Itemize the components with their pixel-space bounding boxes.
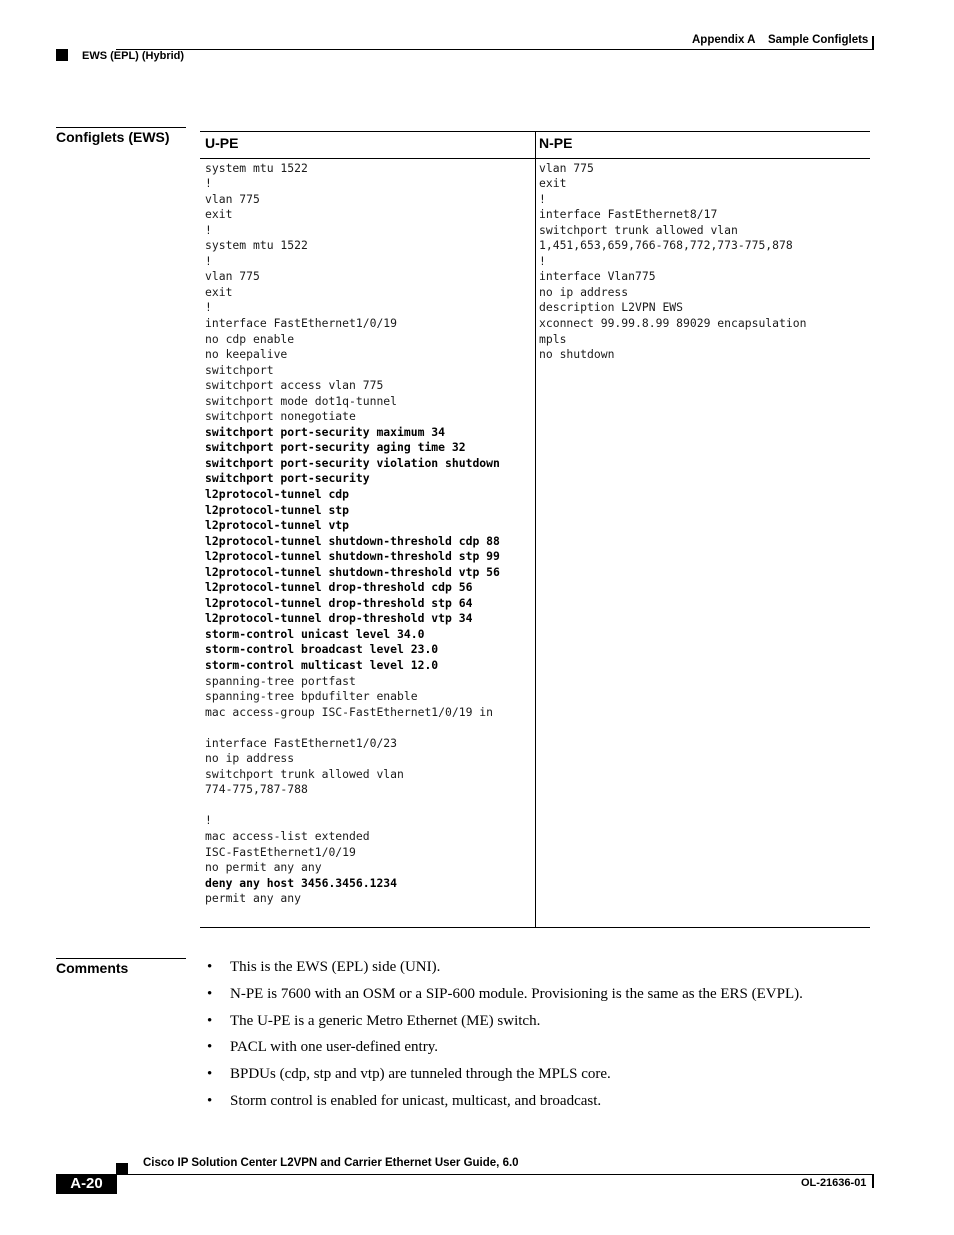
config-line: system mtu 1522 bbox=[205, 238, 308, 253]
comments-heading-rule bbox=[56, 958, 186, 959]
config-line: switchport trunk allowed vlan bbox=[539, 222, 738, 237]
npe-config-code bbox=[539, 161, 806, 363]
comment-text: Storm control is enabled for unicast, multicast, and broadcast. bbox=[230, 1092, 602, 1109]
comment-text: PACL with one user-defined entry. bbox=[230, 1039, 438, 1056]
comment-text: The U-PE is a generic Metro Ethernet (ME) switch. bbox=[230, 1012, 541, 1029]
config-line: no permit any any bbox=[205, 860, 322, 875]
config-line: l2protocol-tunnel drop-threshold vtp 34 bbox=[205, 611, 473, 626]
config-line: vlan 775 bbox=[205, 269, 260, 284]
config-line: l2protocol-tunnel shutdown-threshold stp 99 bbox=[205, 549, 500, 564]
config-line: interface FastEthernet1/0/23 bbox=[205, 735, 398, 750]
config-line: no ip address bbox=[539, 284, 629, 299]
comment-text: BPDUs (cdp, stp and vtp) are tunneled through the MPLS core. bbox=[230, 1066, 611, 1083]
config-line: mac access-list extended bbox=[205, 829, 370, 844]
comment-item bbox=[207, 1065, 803, 1083]
config-line: switchport nonegotiate bbox=[205, 409, 356, 424]
config-line: l2protocol-tunnel stp bbox=[205, 502, 350, 517]
config-line: switchport bbox=[205, 362, 274, 377]
config-table-bottom-rule bbox=[200, 927, 870, 928]
config-line: spanning-tree portfast bbox=[205, 673, 356, 688]
comments-heading: Comments bbox=[56, 960, 129, 976]
config-line: no cdp enable bbox=[205, 331, 295, 346]
bullet-icon: • bbox=[207, 959, 213, 975]
config-line: ! bbox=[205, 813, 212, 828]
bullet-icon: • bbox=[207, 1066, 213, 1083]
bullet-icon: • bbox=[207, 1039, 213, 1056]
config-line: switchport port-security aging time 32 bbox=[205, 440, 466, 455]
config-line: interface Vlan775 bbox=[539, 269, 656, 284]
config-line: mac access-group ISC-FastEthernet1/0/19 in bbox=[205, 704, 494, 719]
npe-column-header: N-PE bbox=[539, 135, 573, 151]
footer-rule bbox=[116, 1174, 874, 1175]
config-line: switchport port-security violation shutdown bbox=[205, 455, 500, 470]
config-line: ! bbox=[205, 222, 212, 237]
upe-config-code bbox=[205, 161, 500, 907]
header-edge-tick bbox=[872, 36, 874, 50]
config-line: switchport port-security bbox=[205, 471, 370, 486]
config-line: deny any host 3456.3456.1234 bbox=[205, 875, 398, 890]
comments-list bbox=[207, 958, 803, 1119]
config-line: switchport port-security maximum 34 bbox=[205, 424, 446, 439]
config-line: storm-control unicast level 34.0 bbox=[205, 626, 425, 641]
configlets-heading-rule bbox=[56, 127, 186, 128]
config-line: 1,451,653,659,766-768,772,773-775,878 bbox=[539, 238, 793, 253]
comment-item bbox=[207, 1038, 803, 1056]
config-line: l2protocol-tunnel vtp bbox=[205, 518, 350, 533]
config-line: switchport access vlan 775 bbox=[205, 378, 384, 393]
config-line: mpls bbox=[539, 331, 567, 346]
bullet-icon: • bbox=[207, 1012, 213, 1029]
config-line: switchport mode dot1q-tunnel bbox=[205, 393, 398, 408]
header-section-title: EWS (EPL) (Hybrid) bbox=[82, 50, 185, 62]
config-line: 774-775,787-788 bbox=[205, 782, 308, 797]
footer-page-number: A-20 bbox=[56, 1174, 117, 1194]
footer-book-title: Cisco IP Solution Center L2VPN and Carrier Ethernet User Guide, 6.0 bbox=[143, 1157, 519, 1169]
section-marker-square bbox=[56, 49, 68, 61]
config-line: exit bbox=[205, 284, 233, 299]
config-line: no keepalive bbox=[205, 347, 288, 362]
config-line: l2protocol-tunnel shutdown-threshold vtp 56 bbox=[205, 564, 500, 579]
config-line: ! bbox=[205, 300, 212, 315]
config-line: ! bbox=[539, 191, 546, 206]
config-line: l2protocol-tunnel cdp bbox=[205, 486, 350, 501]
comment-text: N-PE is 7600 with an OSM or a SIP-600 module. Provisioning is the same as the ERS (EVPL). bbox=[230, 985, 803, 1002]
config-table-column-divider bbox=[535, 131, 536, 927]
config-line: no ip address bbox=[205, 751, 295, 766]
config-line: ! bbox=[539, 253, 546, 268]
config-line: ! bbox=[205, 253, 212, 268]
bullet-icon: • bbox=[207, 985, 213, 1002]
config-line: storm-control multicast level 12.0 bbox=[205, 658, 439, 672]
config-line: spanning-tree bpdufilter enable bbox=[205, 689, 418, 704]
config-line bbox=[205, 798, 500, 814]
comment-item bbox=[207, 1012, 803, 1030]
comment-item bbox=[207, 1092, 803, 1110]
config-line: l2protocol-tunnel drop-threshold cdp 56 bbox=[205, 580, 473, 595]
config-line: l2protocol-tunnel drop-threshold stp 64 bbox=[205, 595, 473, 610]
config-line: no shutdown bbox=[539, 347, 615, 362]
comment-item bbox=[207, 985, 803, 1003]
comment-text: This is the EWS (EPL) side (UNI). bbox=[230, 959, 441, 975]
footer-edge-tick bbox=[872, 1174, 874, 1188]
config-line: description L2VPN EWS bbox=[539, 300, 684, 315]
config-line: exit bbox=[205, 207, 233, 222]
config-line: interface FastEthernet1/0/19 bbox=[205, 315, 398, 330]
config-line: storm-control broadcast level 23.0 bbox=[205, 642, 439, 657]
upe-column-header: U-PE bbox=[205, 135, 239, 151]
config-line bbox=[205, 720, 500, 736]
config-line: xconnect 99.99.8.99 89029 encapsulation bbox=[539, 315, 807, 330]
config-line: system mtu 1522 bbox=[205, 160, 308, 175]
configlets-heading: Configlets (EWS) bbox=[56, 129, 170, 145]
config-line: interface FastEthernet8/17 bbox=[539, 207, 718, 222]
config-line: permit any any bbox=[205, 891, 302, 906]
config-line: ISC-FastEthernet1/0/19 bbox=[205, 844, 356, 859]
config-line: switchport trunk allowed vlan bbox=[205, 766, 404, 781]
config-line: ! bbox=[205, 176, 212, 191]
header-rule bbox=[116, 49, 874, 50]
bullet-icon: • bbox=[207, 1092, 213, 1109]
config-line: l2protocol-tunnel shutdown-threshold cdp 88 bbox=[205, 533, 500, 548]
config-line: vlan 775 bbox=[539, 160, 594, 175]
comment-item bbox=[207, 958, 803, 976]
config-line: vlan 775 bbox=[205, 191, 260, 206]
header-appendix-label: Appendix A bbox=[692, 34, 756, 46]
footer-doc-id: OL-21636-01 bbox=[801, 1177, 867, 1189]
header-chapter-title: Sample Configlets bbox=[768, 34, 869, 46]
config-line: exit bbox=[539, 176, 567, 191]
